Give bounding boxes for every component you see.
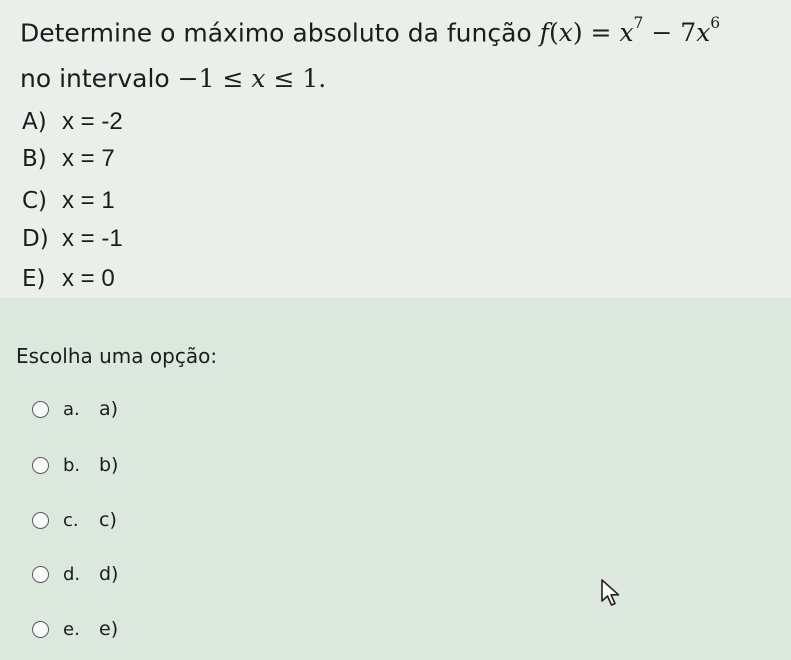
term2-base: x xyxy=(696,18,711,48)
option-c[interactable] xyxy=(32,505,117,535)
alternative-expr: x = -2 xyxy=(62,108,123,135)
option-text: d) xyxy=(99,563,119,585)
mouse-cursor-icon xyxy=(600,578,624,608)
question-line-1 xyxy=(20,14,721,48)
interval-high: 1 xyxy=(302,64,319,93)
paren-open: ( xyxy=(548,18,559,48)
term2-coefficient: 7 xyxy=(680,18,697,48)
term1-exponent: 7 xyxy=(633,14,644,33)
option-text: e) xyxy=(99,618,119,640)
alternative-letter: C) xyxy=(22,188,48,214)
interval-text: no intervalo xyxy=(20,64,170,93)
option-e[interactable] xyxy=(32,614,118,644)
option-text: a) xyxy=(99,398,119,420)
leq-sign-2: ≤ xyxy=(273,64,295,93)
answer-prompt: Escolha uma opção: xyxy=(16,344,218,368)
question-text: Determine o máximo absoluto da função xyxy=(20,18,532,48)
alternative-letter: A) xyxy=(22,109,47,135)
interval-var: x xyxy=(251,64,266,93)
alternative-letter: E) xyxy=(22,266,46,292)
option-letter: b. xyxy=(63,454,81,476)
alternative-expr: x = 0 xyxy=(62,265,115,292)
alternative-expr: x = 1 xyxy=(62,187,115,214)
option-d[interactable] xyxy=(32,559,118,589)
period: . xyxy=(318,64,327,93)
paren-close: ) xyxy=(572,18,583,48)
radio-icon[interactable] xyxy=(32,401,49,418)
func-var: x xyxy=(558,18,573,48)
leq-sign-1: ≤ xyxy=(222,64,244,93)
option-a[interactable] xyxy=(32,394,118,424)
option-letter: a. xyxy=(63,398,80,420)
alternative-letter: B) xyxy=(22,146,47,172)
alternative-b xyxy=(22,145,115,173)
func-name: f xyxy=(539,18,549,48)
question-box xyxy=(0,0,791,298)
question-line-2 xyxy=(20,64,326,93)
term1-base: x xyxy=(619,18,634,48)
option-letter: c. xyxy=(63,509,79,531)
term2-exponent: 6 xyxy=(710,14,721,33)
alternative-a xyxy=(22,108,123,136)
option-letter: d. xyxy=(63,563,81,585)
option-letter: e. xyxy=(63,618,80,640)
option-b[interactable] xyxy=(32,450,118,480)
minus-sign: − xyxy=(651,18,673,48)
option-text: b) xyxy=(99,454,119,476)
interval-low: −1 xyxy=(177,64,215,93)
alternative-letter: D) xyxy=(22,226,49,252)
radio-icon[interactable] xyxy=(32,457,49,474)
radio-icon[interactable] xyxy=(32,512,49,529)
alternative-d xyxy=(22,225,123,253)
option-text: c) xyxy=(99,509,117,531)
function-expression xyxy=(539,14,721,48)
answer-box xyxy=(0,298,791,660)
radio-icon[interactable] xyxy=(32,621,49,638)
alternative-c xyxy=(22,187,115,215)
alternative-expr: x = -1 xyxy=(62,225,123,252)
radio-icon[interactable] xyxy=(32,566,49,583)
alternative-e xyxy=(22,265,115,293)
alternative-expr: x = 7 xyxy=(62,145,115,172)
equals-sign: = xyxy=(590,18,612,48)
